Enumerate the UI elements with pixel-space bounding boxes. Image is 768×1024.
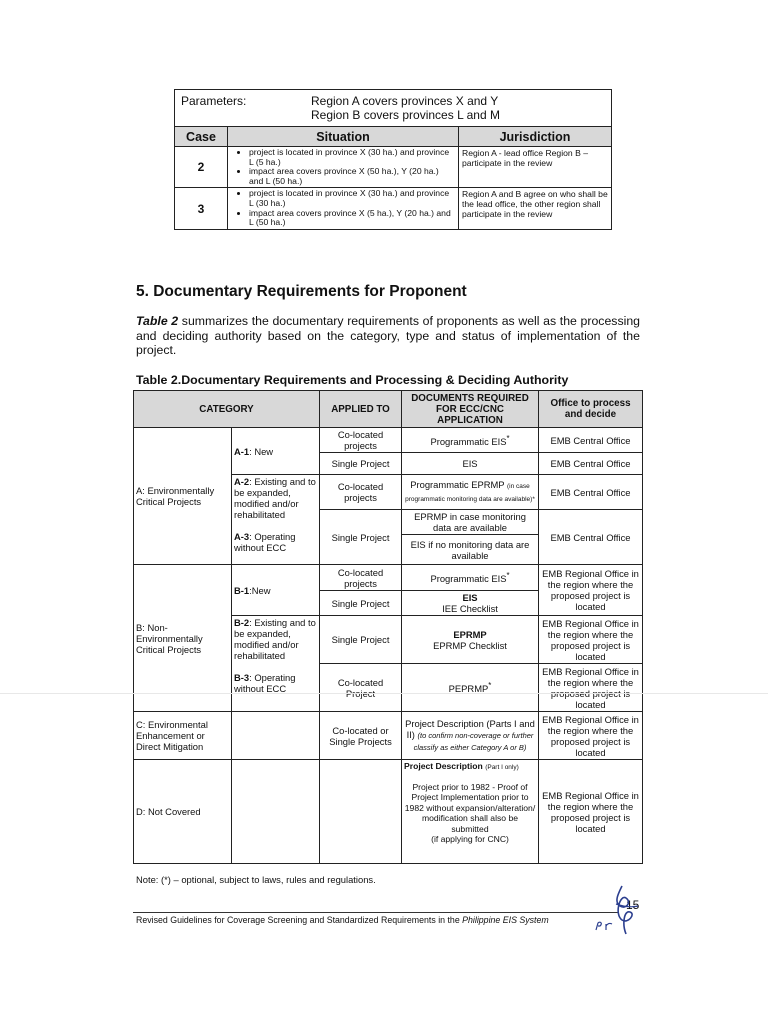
category-c-cell: C: Environmental Enhancement or Direct Mitigation — [134, 712, 232, 760]
jurisdiction-header: Jurisdiction — [459, 127, 612, 147]
region-b-text: Region B covers provinces L and M — [311, 108, 500, 122]
parameters-row — [175, 90, 612, 127]
office-cell: EMB Central Office — [539, 453, 643, 475]
documents-cell: Project Description (Parts I and II) (to confirm non-coverage or further classify as either Category A or B) — [402, 712, 539, 760]
office-cell: EMB Central Office — [539, 428, 643, 453]
documents-cell: Project Description (Part I only) Project prior to 1982 - Proof of Project Implementation prior to 1982 without expansion/alteration/ modification shall also be submitted (if applying for CNC) — [402, 760, 539, 864]
empty-cell — [232, 712, 320, 760]
situation-bullet: • project is located in province X (30 ha.) and province L (30 ha.) — [249, 189, 455, 208]
situation-header: Situation — [228, 127, 459, 147]
office-cell: EMB Regional Office in the region where the proposed project is located — [539, 712, 643, 760]
category-a-cell: A: Environmentally Critical Projects — [134, 428, 232, 565]
case-number: 3 — [175, 188, 228, 229]
initials-icon — [594, 920, 616, 932]
office-cell: EMB Central Office — [539, 475, 643, 510]
applied-to-cell: Single Project — [320, 616, 402, 664]
empty-cell — [232, 760, 320, 864]
documents-cell: PEPRMP* — [402, 664, 539, 712]
situation-bullet: • impact area covers province X (50 ha.), Y (20 ha.) and L (50 ha.) — [249, 167, 455, 186]
requirements-table — [133, 390, 643, 864]
footer-text: Revised Guidelines for Coverage Screening and Standardized Requirements in the Philippine EIS System — [136, 915, 549, 925]
category-d-cell: D: Not Covered — [134, 760, 232, 864]
table-note: Note: (*) – optional, subject to laws, rules and regulations. — [136, 874, 376, 885]
scan-fold-line — [0, 693, 768, 694]
case-header: Case — [175, 127, 228, 147]
office-cell: EMB Regional Office in the region where the proposed project is located — [539, 565, 643, 616]
applied-to-cell: Co-located Project — [320, 664, 402, 712]
applied-to-header: APPLIED TO — [320, 391, 402, 428]
jurisdiction-cell: Region A and B agree on who shall be the lead office, the other region shall participate in the review — [459, 188, 612, 229]
parameters-label: Parameters: — [181, 94, 247, 108]
office-cell: EMB Regional Office in the region where the proposed project is located — [539, 760, 643, 864]
applied-to-cell: Co-located projects — [320, 565, 402, 591]
applied-to-cell: Co-located or Single Projects — [320, 712, 402, 760]
documents-cell: EPRMP in case monitoring data are available — [402, 510, 539, 535]
jurisdiction-cell: Region A - lead office Region B – participate in the review — [459, 147, 612, 188]
table-reference: Table 2 — [136, 314, 179, 328]
paragraph-text: summarizes the documentary requirements of proponents as well as the processing and deciding authority based on the category, type and status of implementation of the project. — [136, 314, 640, 357]
parameters-table — [174, 89, 612, 230]
office-cell: EMB Regional Office in the region where the proposed project is located — [539, 616, 643, 664]
office-header: Office to process and decide — [539, 391, 643, 428]
section-title: 5. Documentary Requirements for Proponent — [136, 283, 467, 300]
documents-cell: Programmatic EPRMP (in case programmatic monitoring data are available)* — [402, 475, 539, 510]
table-row — [175, 147, 612, 188]
situation-bullet: • project is located in province X (30 ha.) and province L (5 ha.) — [249, 148, 455, 167]
situation-cell — [228, 147, 459, 188]
applied-to-cell: Single Project — [320, 453, 402, 475]
a2-a3-cell: A-2: Existing and to be expanded, modified and/or rehabilitated A-3: Operating without ECC — [232, 475, 320, 565]
region-a-text: Region A covers provinces X and Y — [311, 94, 499, 108]
office-cell: EMB Central Office — [539, 510, 643, 565]
footer-divider — [133, 912, 619, 913]
documents-header: DOCUMENTS REQUIRED FOR ECC/CNC APPLICATION — [402, 391, 539, 428]
table2-title: Table 2.Documentary Requirements and Processing & Deciding Authority — [136, 373, 569, 387]
documents-cell: EPRMP EPRMP Checklist — [402, 616, 539, 664]
documents-cell: EIS IEE Checklist — [402, 591, 539, 616]
situation-cell — [228, 188, 459, 229]
documents-cell: Programmatic EIS* — [402, 428, 539, 453]
case-number: 2 — [175, 147, 228, 188]
empty-cell — [320, 760, 402, 864]
a1-cell: A-1: New — [232, 428, 320, 475]
section-paragraph — [136, 314, 640, 358]
category-header: CATEGORY — [134, 391, 320, 428]
table-row — [175, 188, 612, 229]
documents-cell: EIS — [402, 453, 539, 475]
documents-cell: Programmatic EIS* — [402, 565, 539, 591]
documents-cell: EIS if no monitoring data are available — [402, 535, 539, 565]
applied-to-cell: Co-located projects — [320, 475, 402, 510]
office-cell: EMB Regional Office in the region where the proposed project is located — [539, 664, 643, 712]
category-b-cell: B: Non-Environmentally Critical Projects — [134, 565, 232, 712]
b1-cell: B-1:New — [232, 565, 320, 616]
applied-to-cell: Single Project — [320, 591, 402, 616]
page-number: 15 — [626, 898, 640, 912]
situation-bullet: • impact area covers province X (5 ha.), Y (20 ha.) and L (50 ha.) — [249, 209, 455, 228]
b2-b3-cell: B-2: Existing and to be expanded, modified and/or rehabilitated B-3: Operating without ECC — [232, 616, 320, 712]
applied-to-cell: Single Project — [320, 510, 402, 565]
applied-to-cell: Co-located projects — [320, 428, 402, 453]
